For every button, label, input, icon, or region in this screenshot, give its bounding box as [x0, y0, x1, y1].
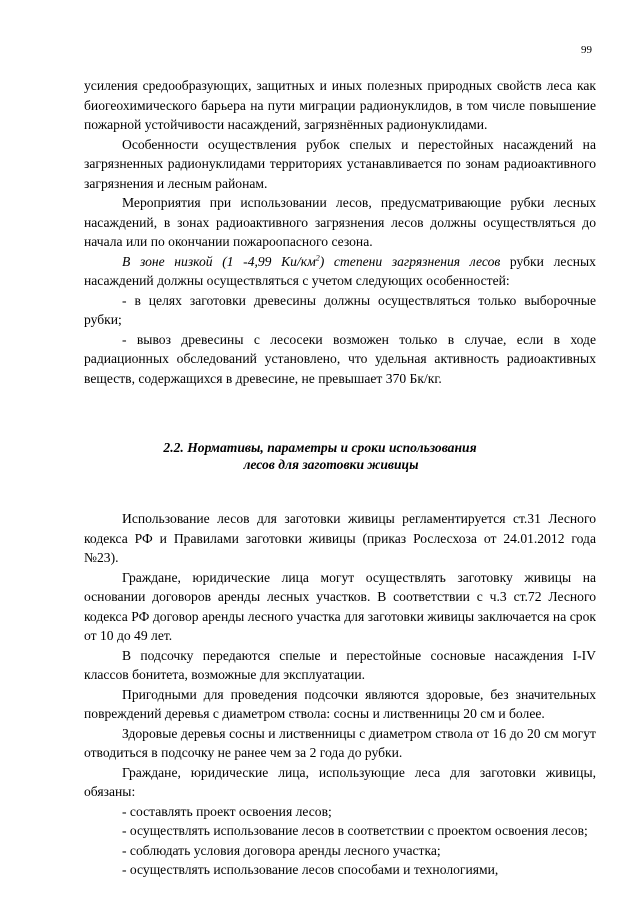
section-heading-line2: лесов для заготовки живицы	[243, 457, 419, 472]
page-body	[84, 76, 596, 880]
paragraph-logging-features: Особенности осуществления рубок спелых и перестойных насаждений на загрязненных радионуклидами территориях устанавливается по зонам радиоактивного загрязнения и лесным районам.	[84, 136, 596, 191]
bullet-use-per-project: - осуществлять использование лесов в соответствии с проектом освоения лесов;	[122, 823, 588, 838]
page-number: 99	[581, 44, 592, 56]
paragraph-obligations: Граждане, юридические лица, использующие леса для заготовки живицы, обязаны:	[84, 764, 596, 799]
paragraph-low-zone	[84, 252, 596, 291]
paragraph-fire-season: Мероприятия при использовании лесов, предусматривающие рубки лесных насаждений, в зонах радиоактивного загрязнения лесов должны осуществляться до начала или по окончании пожароопасного сезона.	[84, 195, 596, 249]
low-zone-rest: рубки лесных насаждений должны осуществляться с учетом следующих особенностей:	[84, 253, 596, 288]
bullet-selective-logging: - в целях заготовки древесины должны осуществляться только выборочные рубки;	[84, 292, 596, 327]
paragraph-regulation: Использование лесов для заготовки живицы регламентируется ст.31 Лесного кодекса РФ и Правилами заготовки живицы (приказ Рослесхоза от 24.01.2012 года №23).	[84, 511, 596, 565]
section-heading-line1: 2.2. Нормативы, параметры и сроки использования	[163, 440, 477, 455]
low-zone-italic-a: В зоне низкой (1 -4,99 Ки/км	[122, 253, 316, 269]
low-zone-italic-b: ) степени загрязнения лесов	[319, 253, 501, 269]
paragraph-lease: Граждане, юридические лица могут осуществлять заготовку живицы на основании договоров аренды лесных участков. В соответствии с ч.3 ст.72 Лесного кодекса РФ договор аренды лесного участка для заготовки живицы заключается на срок от 10 до 49 лет.	[84, 569, 596, 643]
bullet-project: - составлять проект освоения лесов;	[122, 803, 332, 819]
bullet-methods: - осуществлять использование лесов способами и технологиями,	[122, 862, 499, 877]
paragraph-tapping-stands: В подсочку передаются спелые и перестойные сосновые насаждения I-IV классов бонитета, возможные для эксплуатации.	[84, 647, 596, 682]
paragraph-healthy-trees: Здоровые деревья сосны и лиственницы с диаметром ствола от 16 до 20 см могут отводиться в подсочку не ранее чем за 2 года до рубки.	[84, 725, 596, 760]
bullet-timber-removal: - вывоз древесины с лесосеки возможен только в случае, если в ходе радиационных обследований установлено, что удельная активность радиоактивных веществ, содержащихся в древесине, не превышает 370 Бк/кг.	[84, 331, 596, 386]
paragraph-continued: усиления средообразующих, защитных и иных полезных природных свойств леса как биогеохимического барьера на пути миграции радионуклидов, в том числе повышение пожарной устойчивости насаждений, загрязнённых радионуклидами.	[84, 78, 596, 132]
low-zone-superscript: 2	[315, 252, 320, 262]
bullet-lease-terms: - соблюдать условия договора аренды лесного участка;	[122, 842, 441, 858]
paragraph-suitable-trees: Пригодными для проведения подсочки являются здоровые, без значительных повреждений деревья с диаметром ствола: сосны и лиственницы 20 см и более.	[84, 686, 596, 721]
section-heading	[84, 439, 596, 473]
